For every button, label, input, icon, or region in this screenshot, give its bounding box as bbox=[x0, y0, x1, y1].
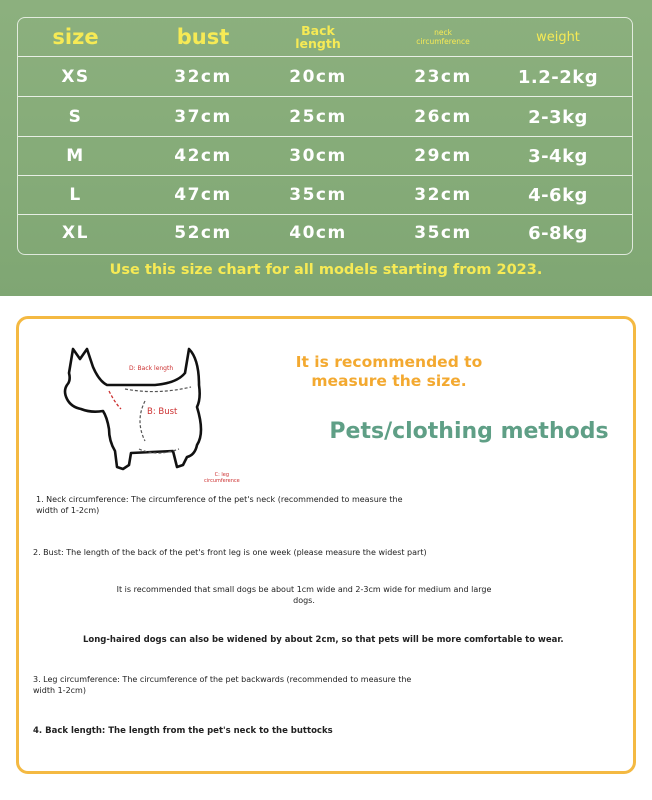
header-size: size bbox=[52, 25, 99, 49]
cell-weight: 6-8kg bbox=[528, 222, 588, 244]
note-back-length: 4. Back length: The length from the pet's neck to the buttocks bbox=[33, 726, 333, 736]
cell-bust: 47cm bbox=[174, 185, 232, 205]
size-chart-note: Use this size chart for all models starting from 2023. bbox=[109, 262, 543, 278]
measure-guide-card bbox=[16, 316, 636, 774]
cell-back: 30cm bbox=[289, 146, 347, 166]
table-header-row bbox=[18, 18, 634, 56]
header-neck-line2: circumference bbox=[416, 37, 470, 46]
cell-size: XL bbox=[62, 223, 89, 243]
note-leg-line2: width 1-2cm) bbox=[33, 685, 86, 695]
cell-bust: 52cm bbox=[174, 223, 232, 243]
cell-size: XS bbox=[61, 67, 90, 87]
table-row bbox=[18, 58, 634, 96]
cell-bust: 32cm bbox=[174, 67, 232, 87]
cell-size: L bbox=[69, 185, 82, 205]
note-long-hair: Long-haired dogs can also be widened by about 2cm, so that pets will be more comfortable to wear. bbox=[83, 635, 564, 645]
header-neck-circumference bbox=[378, 18, 508, 56]
note-width-line1: It is recommended that small dogs be about 1cm wide and 2-3cm wide for medium and large bbox=[116, 585, 492, 594]
label-leg-line1: C: leg bbox=[214, 472, 230, 478]
label-back-length: D: Back length bbox=[129, 365, 174, 372]
row-divider bbox=[18, 96, 632, 97]
size-chart-frame bbox=[17, 17, 633, 255]
label-leg bbox=[204, 472, 240, 484]
dog-diagram bbox=[47, 337, 247, 487]
cell-neck: 35cm bbox=[414, 223, 472, 243]
cell-size: S bbox=[68, 107, 83, 127]
table-row bbox=[18, 214, 634, 252]
note-width-line2: dogs. bbox=[293, 595, 315, 605]
note-neck-line1: 1. Neck circumference: The circumference of the pet's neck (recommended to measure the bbox=[36, 495, 403, 504]
cell-bust: 37cm bbox=[174, 107, 232, 127]
cell-neck: 32cm bbox=[414, 185, 472, 205]
cell-weight: 1.2-2kg bbox=[517, 66, 599, 88]
note-leg bbox=[33, 675, 411, 696]
cell-neck: 26cm bbox=[414, 107, 472, 127]
header-back-length-line2: length bbox=[295, 36, 341, 51]
cell-back: 20cm bbox=[289, 67, 347, 87]
row-divider bbox=[18, 56, 632, 57]
cell-back: 40cm bbox=[289, 223, 347, 243]
table-row bbox=[18, 137, 634, 175]
label-bust: B: Bust bbox=[147, 407, 178, 417]
note-bust: 2. Bust: The length of the back of the pet's front leg is one week (please measure the widest part) bbox=[33, 548, 427, 557]
header-weight: weight bbox=[536, 29, 580, 45]
cell-back: 35cm bbox=[289, 185, 347, 205]
cell-back: 25cm bbox=[289, 107, 347, 127]
note-neck bbox=[36, 495, 403, 516]
header-bust: bust bbox=[176, 25, 230, 49]
cell-weight: 2-3kg bbox=[528, 106, 588, 128]
header-neck-line1: neck bbox=[434, 28, 452, 37]
recommend-line1: It is recommended to bbox=[295, 353, 483, 371]
cell-neck: 23cm bbox=[414, 67, 472, 87]
cell-weight: 4-6kg bbox=[528, 184, 588, 206]
label-leg-line2: circumference bbox=[204, 478, 240, 484]
cell-neck: 29cm bbox=[414, 146, 472, 166]
header-back-length-line1: Back bbox=[301, 23, 335, 38]
cell-size: M bbox=[66, 146, 85, 166]
table-row bbox=[18, 98, 634, 136]
note-leg-line1: 3. Leg circumference: The circumference of the pet backwards (recommended to measure the bbox=[33, 675, 412, 684]
note-width bbox=[59, 585, 549, 606]
cell-weight: 3-4kg bbox=[528, 145, 588, 167]
cell-bust: 42cm bbox=[174, 146, 232, 166]
table-row bbox=[18, 176, 634, 214]
header-back-length bbox=[258, 18, 378, 56]
methods-heading: Pets/clothing methods bbox=[329, 419, 609, 444]
size-chart-panel bbox=[0, 0, 652, 296]
note-neck-line2: width of 1-2cm) bbox=[36, 505, 100, 515]
recommend-line2: measure the size. bbox=[311, 372, 467, 390]
recommend-heading bbox=[264, 353, 514, 391]
